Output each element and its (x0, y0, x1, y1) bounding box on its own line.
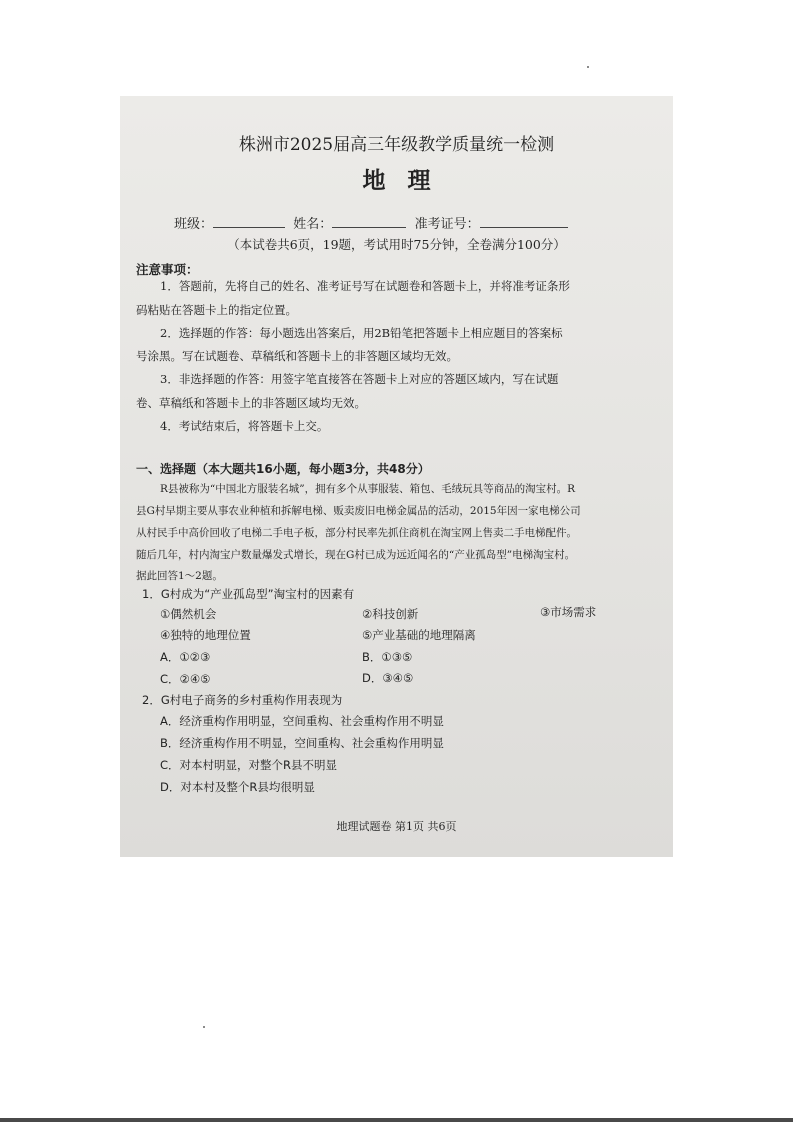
passage-line: R县被称为“中国北方服装名城”，拥有多个从事服装、箱包、毛绒玩具等商品的淘宝村。R (160, 483, 576, 495)
id-label: 准考证号： (414, 217, 480, 232)
factor-item: ②科技创新 (362, 607, 419, 621)
notice-line: 卷、草稿纸和答题卡上的非答题区域均无效。 (136, 396, 366, 410)
class-blank (213, 216, 285, 228)
scan-speck (203, 1026, 205, 1028)
notice-line: 号涂黑。写在试题卷、草稿纸和答题卡上的非答题区域均无效。 (136, 349, 458, 363)
notice-line: 3．非选择题的作答：用签字笔直接答在答题卡上对应的答题区域内，写在试题 (160, 372, 559, 386)
name-label: 姓名： (293, 217, 333, 232)
q2-option-c: C．对本村明显，对整个R县不明显 (160, 758, 338, 772)
q1-option-d: D．③④⑤ (362, 671, 414, 685)
factor-item: ①偶然机会 (160, 607, 217, 621)
notice-line: 码粘贴在答题卡上的指定位置。 (136, 303, 297, 317)
subject-title: 地理 (362, 167, 453, 194)
q1-option-c: C．②④⑤ (160, 672, 211, 686)
exam-title: 株洲市2025届高三年级教学质量统一检测 (238, 135, 555, 155)
bottom-edge-shadow (0, 1118, 793, 1122)
factor-item: ④独特的地理位置 (160, 628, 251, 642)
exam-paper (120, 96, 673, 857)
student-info-row (174, 213, 568, 232)
name-blank (332, 216, 406, 228)
q2-option-b: B．经济重构作用不明显，空间重构、社会重构作用明显 (160, 736, 444, 750)
notice-heading: 注意事项： (136, 262, 199, 277)
question-2-stem: 2．G村电子商务的乡村重构作用表现为 (142, 693, 343, 707)
exam-meta: （本试卷共6页，19题，考试用时75分钟，全卷满分100分） (227, 237, 566, 252)
notice-line: 2．选择题的作答：每小题选出答案后，用2B铅笔把答题卡上相应题目的答案标 (160, 326, 563, 340)
factor-item: ③市场需求 (540, 605, 597, 619)
class-label: 班级： (174, 217, 214, 232)
passage-line: 随后几年，村内淘宝户数量爆发式增长，现在G村已成为远近闻名的“产业孤岛型”电梯淘宝村。 (136, 549, 576, 561)
passage-line: 县G村早期主要从事农业种植和拆解电梯、贩卖废旧电梯金属品的活动，2015年因一家电梯公司 (136, 505, 581, 517)
scan-speck (587, 66, 589, 68)
passage-line: 据此回答1～2题。 (136, 570, 223, 582)
q1-option-a: A．①②③ (160, 650, 211, 664)
passage-line: 从村民手中高价回收了电梯二手电子板，部分村民率先抓住商机在淘宝网上售卖二手电梯配件。 (136, 527, 577, 539)
question-1-stem: 1．G村成为“产业孤岛型”淘宝村的因素有 (142, 587, 355, 601)
factor-item: ⑤产业基础的地理隔离 (362, 628, 476, 642)
id-blank (480, 216, 568, 228)
section-heading: 一、选择题（本大题共16小题，每小题3分，共48分） (136, 462, 430, 476)
notice-line: 4．考试结束后，将答题卡上交。 (160, 419, 329, 433)
q1-option-b: B．①③⑤ (362, 650, 413, 664)
q2-option-a: A．经济重构作用明显，空间重构、社会重构作用不明显 (160, 714, 444, 728)
q2-option-d: D．对本村及整个R县均很明显 (160, 780, 315, 794)
notice-line: 1．答题前，先将自己的姓名、准考证号写在试题卷和答题卡上，并将准考证条形 (160, 279, 570, 293)
page-footer: 地理试题卷 第1页 共6页 (336, 820, 457, 833)
